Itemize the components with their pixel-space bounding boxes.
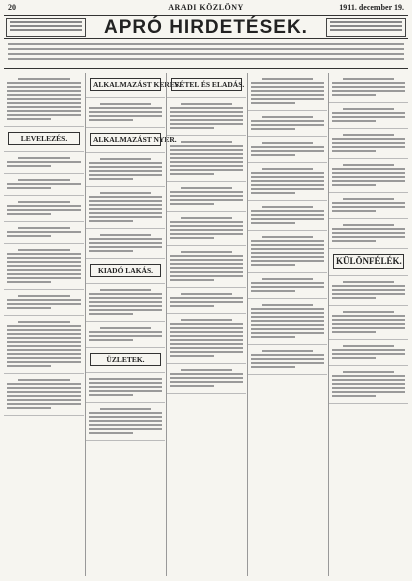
classified-ad [167, 314, 246, 364]
classified-ad [248, 345, 327, 375]
column-2 [85, 73, 181, 576]
classified-ad [248, 273, 327, 299]
section-heading-apartment-for-rent: KIADÓ LAKÁS. [90, 264, 161, 277]
section-heading-buy-and-sell: VÉTEL ÉS ELADÁS. [171, 78, 242, 91]
classified-ad [248, 111, 327, 137]
classified-ad [248, 137, 327, 163]
section-heading-box [86, 128, 177, 153]
classified-ad [329, 159, 408, 193]
classified-ad [167, 288, 246, 314]
classified-ad [4, 73, 84, 127]
classified-ad [329, 103, 408, 129]
classified-ad [329, 193, 408, 219]
classified-ad [248, 163, 327, 201]
rates-box-right [326, 18, 406, 37]
publisher-notice [4, 41, 408, 69]
classified-ad [329, 129, 408, 159]
section-heading-box [167, 73, 246, 98]
section-heading-seeks-employment: ALKALMAZÁST KERES. [90, 78, 161, 91]
section-heading-box [86, 259, 165, 284]
classifieds-title: APRÓ HIRDETÉSEK. [104, 17, 308, 38]
section-heading-miscellaneous: KÜLÖNFÉLÉK. [333, 254, 404, 269]
classified-ad [4, 196, 84, 222]
issue-date: 1911. december 19. [339, 3, 404, 12]
running-head [4, 3, 408, 13]
classified-ad [86, 153, 165, 187]
classified-ad [248, 73, 327, 111]
section-heading-box [86, 348, 165, 373]
classified-ad [167, 246, 246, 288]
classified-ad [167, 136, 246, 182]
classified-ad [4, 222, 84, 244]
classified-ad [4, 174, 84, 196]
classified-ad [86, 284, 165, 322]
classified-ad [329, 73, 408, 103]
classified-ad [329, 340, 408, 366]
classified-ad [4, 244, 84, 290]
newspaper-page [4, 3, 408, 578]
classified-ad [329, 366, 408, 404]
classified-ad [4, 374, 84, 416]
classified-ad [86, 98, 165, 128]
classified-ad [248, 201, 327, 231]
column-4 [247, 73, 327, 576]
section-heading-businesses: ÜZLETEK. [90, 353, 161, 366]
classified-ad [86, 229, 165, 259]
classified-ad [329, 276, 408, 306]
section-heading-box [4, 127, 84, 152]
column-1 [4, 73, 84, 576]
journal-name: ARADI KÖZLÖNY [168, 3, 244, 12]
classified-ad [86, 403, 165, 441]
classified-ad [329, 306, 408, 340]
classifieds-banner [4, 15, 408, 39]
classified-ad [86, 187, 165, 229]
section-heading-box [329, 249, 408, 276]
classified-ad [4, 316, 84, 374]
classified-ad [167, 182, 246, 212]
classified-ad [329, 219, 408, 249]
classified-ad [167, 364, 246, 394]
column-5 [328, 73, 408, 576]
section-heading-offers-employment: ALKALMAZÁST NYER. [90, 133, 161, 146]
classified-ad [167, 212, 246, 246]
page-number: 20 [8, 3, 16, 12]
classified-ad [4, 152, 84, 174]
classified-ad [4, 290, 84, 316]
section-heading-box [86, 73, 181, 98]
classified-ad [167, 98, 246, 136]
classified-ad [86, 322, 165, 348]
classified-ad [248, 231, 327, 273]
column-3 [166, 73, 246, 576]
classified-ad [86, 373, 165, 403]
classified-ad [248, 299, 327, 345]
section-heading-correspondence: LEVELEZÉS. [8, 132, 80, 145]
